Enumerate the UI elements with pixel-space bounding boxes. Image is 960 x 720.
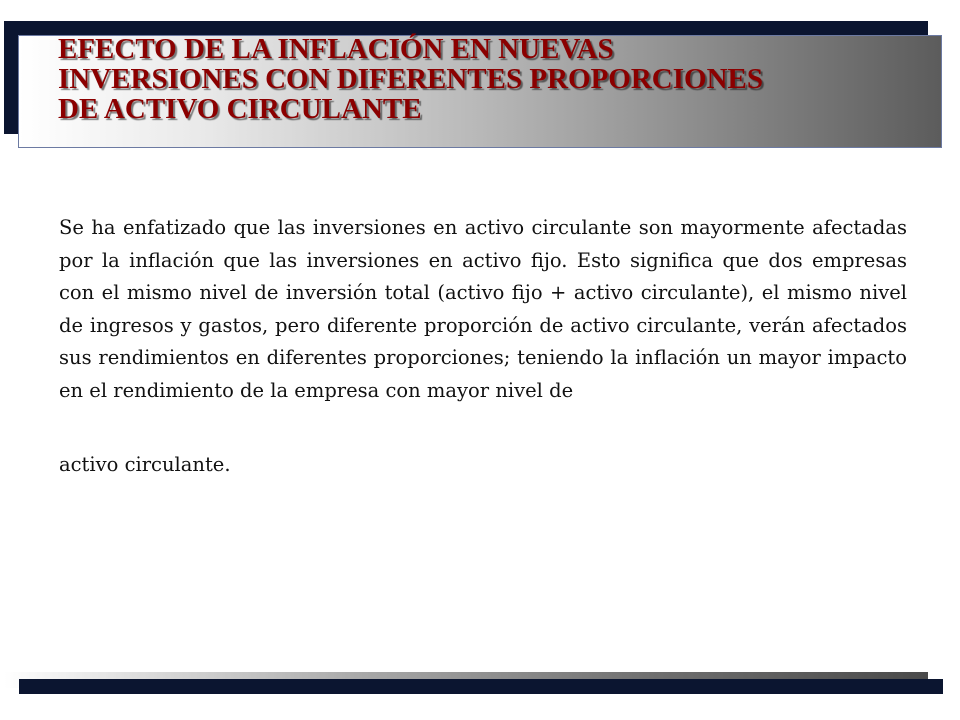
slide-title: EFECTO DE LA INFLACIÓN EN NUEVAS INVERSIONES CON DIFERENTES PROPORCIONES DE ACTIVO CIRCULANTE	[58, 33, 763, 125]
body-paragraph: Se ha enfatizado que las inversiones en activo circulante son mayormente afectadas por la inflación que las inversiones en activo fijo. Esto significa que dos empresas con el mismo nivel de inversión total (activo fijo + activo circulante), el mismo nivel de ingresos y gastos, pero diferente proporción de activo circulante, verán afectados sus rendimientos en diferentes proporciones; teniendo la inflación un mayor impacto en el rendimiento de la empresa con mayor nivel de	[59, 216, 907, 402]
body-paragraph-last-line: activo circulante.	[59, 453, 231, 476]
bottom-dark-bar	[19, 679, 943, 694]
